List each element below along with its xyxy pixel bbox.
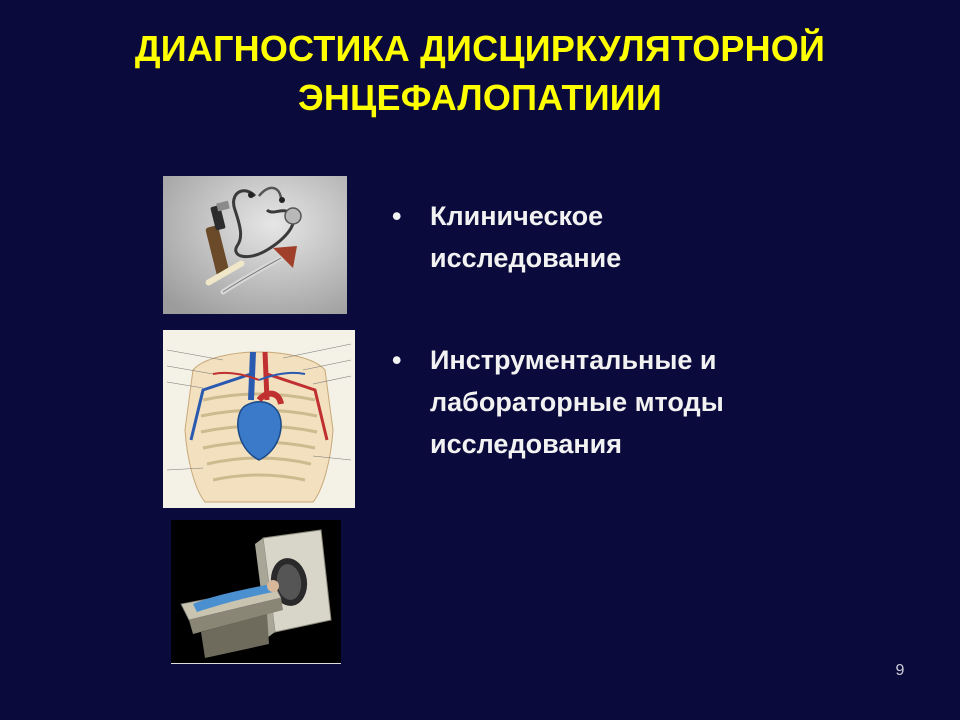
- bullet-text-line: исследование: [430, 243, 622, 273]
- bullet-marker: •: [392, 345, 402, 375]
- bullet-text-line: лабораторные мтоды: [430, 387, 724, 417]
- bullet-text-line: исследования: [430, 429, 622, 459]
- slide-title-line-1: ДИАГНОСТИКА ДИСЦИРКУЛЯТОРНОЙ: [134, 28, 826, 69]
- medical-instruments-icon: [163, 176, 347, 314]
- medical-instruments-photo: [163, 176, 347, 314]
- ct-scanner-image: [171, 520, 341, 664]
- ct-scanner-icon: [171, 520, 341, 663]
- bullet-text-line: Инструментальные и: [430, 345, 717, 375]
- bullet-item-clinical: [392, 195, 912, 279]
- slide-title: [0, 24, 960, 122]
- bullet-marker: •: [392, 201, 402, 231]
- bullet-item-instrumental: [392, 339, 912, 465]
- page-number: 9: [895, 662, 905, 679]
- chest-anatomy-illustration: [163, 330, 355, 508]
- chest-anatomy-icon: [163, 330, 355, 508]
- bullet-list: [392, 195, 912, 465]
- slide-title-line-2: ЭНЦЕФАЛОПАТИИИ: [298, 77, 662, 118]
- bullet-text-line: Клиническое: [430, 201, 604, 231]
